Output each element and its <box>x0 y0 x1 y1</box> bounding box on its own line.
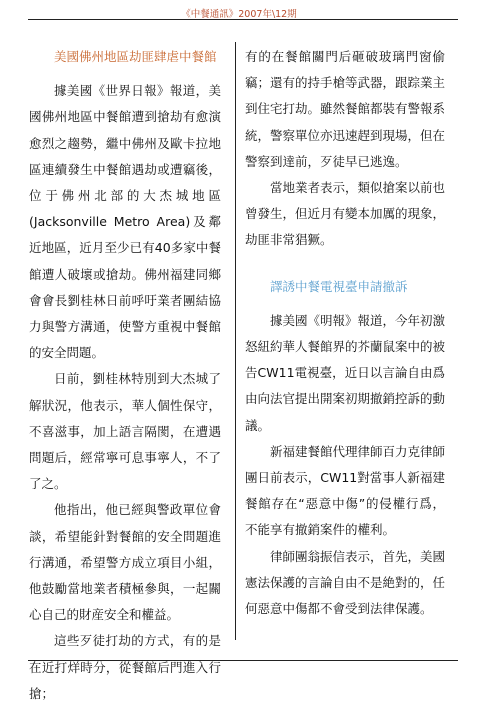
article-paragraph: 有的在餐館關門后砸破玻璃門窗偷竊；還有的持手槍等武器，跟踪業主到住宅打劫。雖然餐館都裝有警報系統，警察單位亦迅速趕到現場，但在警察到達前，歹徒早已逃逸。 <box>245 49 446 169</box>
article-paragraph: 日前，劉桂林特別到大杰城了解狀況，他表示，華人個性保守，不喜滋事，加上語言隔閡，在遭遇問題后，經常寧可息事寧人，不了了之。 <box>29 371 221 492</box>
left-column <box>29 44 221 707</box>
article-paragraph: 新福建餐館代理律師百力克律師團日前表示，CW11對當事人新福建餐館存在“惡意中傷”的侵權行爲，不能享有撤銷案件的權利。 <box>245 443 446 538</box>
column-divider <box>235 42 236 640</box>
footer-rule <box>28 660 458 661</box>
article-paragraph: 據美國《明報》報道，今年初激怒紐約華人餐館界的芥蘭鼠案中的被告CW11電視臺，近日以言論自由爲由向法官提出開案初期撤銷控訴的動議。 <box>245 312 446 433</box>
article-paragraph: 這些歹徒打劫的方式，有的是在近打烊時分，從餐館后門進入行搶； <box>29 633 221 701</box>
article-paragraph: 他指出，他已經與警政單位會談，希望能針對餐館的安全問題進行溝通，希望警方成立項目小組，他鼓勵當地業者積極參與，一起關心自己的財産安全和權益。 <box>29 502 221 623</box>
article-paragraph: 據美國《世界日報》報道，美國佛州地區中餐館遭到搶劫有愈演愈烈之趨勢，繼中佛州及歐卡拉地區連續發生中餐館遇劫或遭竊後，位于佛州北部的大杰城地區(Jacksonville Metro Area)及鄰近地區，近月至少已有40多家中餐館遭人破壞或搶劫。佛州福建同鄉會會長劉桂林日前呼吁業者團結協力與警方溝通，使警方重視中餐館的安全問題。 <box>29 83 221 361</box>
article-title: 美國佛州地區劫匪肆虐中餐館 <box>54 49 217 64</box>
article-paragraph: 律師團翁振信表示，首先，美國憲法保護的言論自由不是絶對的，任何惡意中傷都不會受到法律保護。 <box>245 548 446 617</box>
article-paragraph: 當地業者表示，類似搶案以前也曾發生，但近月有變本加厲的現象，劫匪非常猖獗。 <box>245 180 446 248</box>
article-title: 譯誘中餐電視臺申請撤訴 <box>270 278 408 294</box>
page-header: 《中餐通訊》2007年\12期 <box>181 9 297 20</box>
header-rule <box>28 19 458 20</box>
right-column <box>245 44 445 622</box>
